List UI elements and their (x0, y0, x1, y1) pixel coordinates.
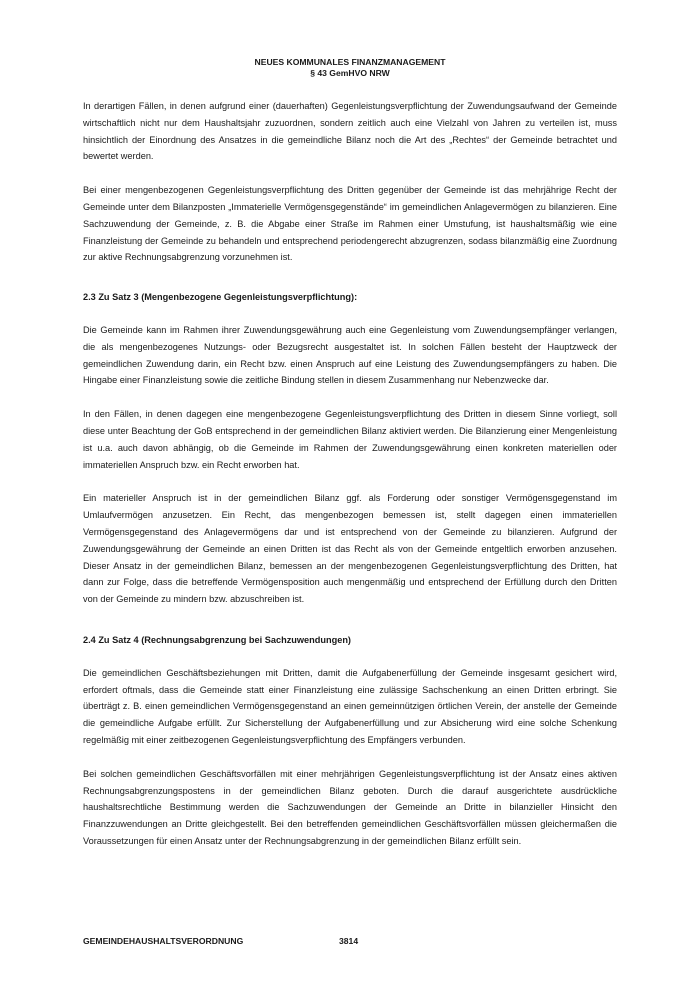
header-title: NEUES KOMMUNALES FINANZMANAGEMENT (254, 57, 446, 67)
paragraph: Ein materieller Anspruch ist in der gemeindlichen Bilanz ggf. als Forderung oder sonstiger Vermögensgegenstand im Umlaufvermögen anzusetzen. Ein Recht, das mengenbezogen bemessen ist, stellt dagegen einen immateriellen Vermögensgegenstand des Anlagevermögens dar und ist entsprechend von der Gemeinde zu bilanzieren. Aufgrund der Zuwendungsgewährung der Gemeinde an einen Dritten ist das Recht als von der Gemeinde entgeltlich erworben anzusehen. Dieser Ansatz in der gemeindlichen Bilanz, bemessen an der mengenbezogenen Gegenleistungsverpflichtung des Dritten, hat dann zur Folge, dass die betreffende Vermögensposition auch mengenmäßig und entsprechend der Erfüllung durch den Dritten von der Gemeinde zu mindern bzw. abzuschreiben ist. (83, 493, 617, 605)
section-heading-2-4: 2.4 Zu Satz 4 (Rechnungsabgrenzung bei Sachzuwendungen) (83, 634, 351, 645)
header-subtitle: § 43 GemHVO NRW (310, 68, 390, 79)
page-header (0, 57, 700, 79)
document-body (83, 98, 617, 867)
paragraph: In den Fällen, in denen dagegen eine mengenbezogene Gegenleistungsverpflichtung des Dritten in diesem Sinne vorliegt, soll diese unter Beachtung der GoB entsprechend in der gemeindlichen Bilanz aktiviert werden. Die Bilanzierung einer Mengenleistung ist u.a. auch davon abhängig, ob die Gemeinde im Rahmen der Zuwendungsgewährung einen konkreten materiellen oder immateriellen Anspruch bzw. ein Recht erworben hat. (83, 409, 617, 470)
paragraph: In derartigen Fällen, in denen aufgrund einer (dauerhaften) Gegenleistungsverpflichtung der Zuwendungsaufwand der Gemeinde wirtschaftlich nicht nur dem Haushaltsjahr zuzuordnen, sondern zeitlich auch eine Vielzahl von Jahren zu verteilen ist, muss hinsichtlich der Einordnung des Ansatzes in die gemeindliche Bilanz noch die Art des „Rechtes“ der Gemeinde betrachtet und bewertet werden. (83, 101, 617, 162)
paragraph: Bei einer mengenbezogenen Gegenleistungsverpflichtung des Dritten gegenüber der Gemeinde ist das mehrjährige Recht der Gemeinde unter dem Bilanzposten „Immaterielle Vermögensgegenstände“ im gemeindlichen Anlagevermögen zu bilanzieren. Eine Sachzuwendung der Gemeinde, z. B. die Abgabe einer Straße im Rahmen einer Umstufung, ist haushaltsmäßig wie eine Finanzleistung der Gemeinde zu behandeln und entsprechend periodengerecht abzugrenzen, sodass bilanzmäßig eine Zuordnung zur aktive Rechnungsabgrenzung vorzunehmen ist. (83, 185, 617, 263)
page-footer (83, 936, 359, 947)
paragraph: Bei solchen gemeindlichen Geschäftsvorfällen mit einer mehrjährigen Gegenleistungsverpflichtung ist der Ansatz eines aktiven Rechnungsabgrenzungspostens in der gemeindlichen Bilanz geboten. Durch die darauf ausgerichtete ausdrückliche haushaltsrechtliche Bestimmung werden die Sachzuwendungen der Gemeinde an Dritte in bilanzieller Hinsicht den Finanzzuwendungen an Dritte gleichgestellt. Bei den betreffenden gemeindlichen Geschäftsvorfällen müssen gleichermaßen die Voraussetzungen für einen Ansatz unter der Rechnungsabgrenzung in der gemeindlichen Bilanz erfüllt sein. (83, 768, 617, 846)
footer-title: GEMEINDEHAUSHALTSVERORDNUNG (83, 936, 244, 946)
page-number: 3814 (339, 936, 359, 946)
paragraph: Die Gemeinde kann im Rahmen ihrer Zuwendungsgewährung auch eine Gegenleistung vom Zuwendungsempfänger verlangen, die als mengenbezogenes Nutzungs- oder Bezugsrecht ausgestaltet ist. In solchen Fällen besteht der Hauptzweck der gemeindlichen Zuwendung darin, ein Recht bzw. einen Anspruch auf eine Leistung des Zuwendungsempfängers zu haben. Die Hingabe einer Finanzleistung sowie die zeitliche Bindung stellen in diesem Zusammenhang nur Nebenzwecke dar. (83, 324, 617, 386)
section-heading-2-3: 2.3 Zu Satz 3 (Mengenbezogene Gegenleistungsverpflichtung): (83, 292, 358, 303)
paragraph: Die gemeindlichen Geschäftsbeziehungen mit Dritten, damit die Aufgabenerfüllung der Gemeinde insgesamt gesichert wird, erfordert oftmals, dass die Gemeinde statt einer Finanzleistung eine zulässige Sachschenkung an einen Dritten erbringt. Sie überträgt z. B. einen gemeindlichen Vermögensgegenstand an einen gemeinnützigen örtlichen Verein, der anstelle der Gemeinde die gemeindliche Aufgabe erfüllt. Zur Sicherstellung der Aufgabenerfüllung und zur Absicherung wird eine solche Schenkung regelmäßig mit einer zeitbezogenen Gegenleistungsverpflichtung des Empfängers verbunden. (83, 667, 617, 745)
